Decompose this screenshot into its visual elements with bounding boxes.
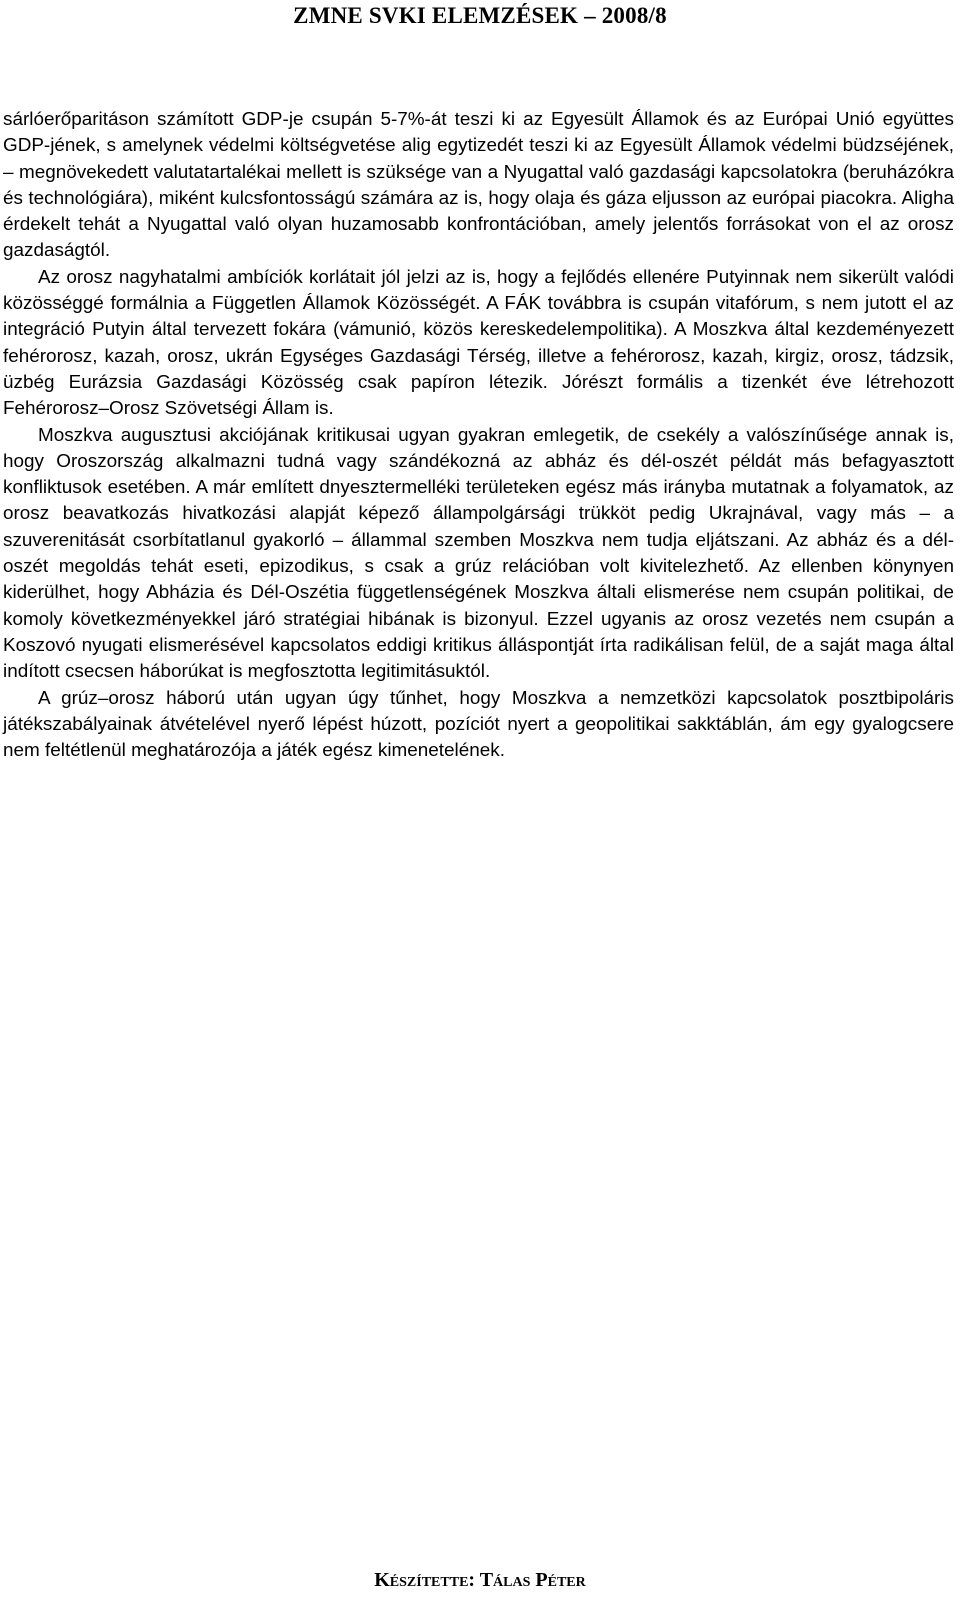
article-body — [3, 107, 954, 764]
paragraph-frozen-conflicts: Moszkva augusztusi akciójának kritikusai ugyan gyakran emlegetik, de csekély a valószínűsége annak is, hogy Oroszország alkalmazni tudná vagy szándékozná az abház és dél-oszét példát más befagyasztott konfliktusok esetében. A már említett dnyesztermelléki területeken egész más irányba mutatnak a folyamatok, az orosz beavatkozás hivatkozási alapját képező állampolgársági trükköt pedig Ukrajnával, vagy más – a szuverenitását csorbítatlanul gyakorló – állammal szemben Moszkva nem tudja eljátszani. Az abház és a dél-oszét megoldás tehát eseti, epizodikus, s csak a grúz relációban volt kivitelezhető. Az ellenben könynyen kiderülhet, hogy Abházia és Dél-Oszétia függetlenségének Moszkva általi elismerése nem csupán politikai, de komoly következményekkel járó stratégiai hibának is bizonyul. Ezzel ugyanis az orosz vezetés nem csupán a Koszovó nyugati elismerésével kapcsolatos eddigi kritikus álláspontját írta radikálisan felül, de a saját maga által indított csecsen háborúkat is megfosztotta legitimitásuktól. — [3, 424, 954, 683]
paragraph-conclusion: A grúz–orosz háború után ugyan úgy tűnhet, hogy Moszkva a nemzetközi kapcsolatok posztbipoláris játékszabályainak átvételével nyerő lépést húzott, pozíciót nyert a geopolitikai sakktáblán, ám egy gyalogcsere nem feltétlenül meghatározója a játék egész kimenetelének. — [3, 687, 954, 762]
author-footer: Készítette: Tálas Péter — [374, 1569, 586, 1591]
paragraph-gdp-comparison: sárlóerőparitáson számított GDP-je csupán 5-7%-át teszi ki az Egyesült Államok és az Európai Unió együttes GDP-jének, s amelynek védelmi költségvetése alig egytizedét teszi ki az Egyesült Államok védelmi büdzséjének, – megnövekedett valutatartalékai mellett is szüksége van a Nyugattal való gazdasági kapcsolatokra (beruházókra és technológiára), miként kulcsfontosságú számára az is, hogy olaja és gáza eljusson az európai piacokra. Aligha érdekelt tehát a Nyugattal való olyan huzamosabb konfrontációban, amely jelentős forrásokat von el az orosz gazdaságtól. — [3, 109, 954, 262]
page-header: ZMNE SVKI ELEMZÉSEK – 2008/8 — [293, 3, 667, 28]
paragraph-fak-limits: Az orosz nagyhatalmi ambíciók korlátait jól jelzi az is, hogy a fejlődés ellenére Putyinnak nem sikerült valódi közösséggé formálnia a Független Államok Közösségét. A FÁK továbbra is csupán vitafórum, s nem jutott el az integráció Putyin által tervezett fokára (vámunió, közös kereskedelempolitika). A Moszkva által kezdeményezett fehérorosz, kazah, orosz, ukrán Egységes Gazdasági Térség, illetve a fehérorosz, kazah, kirgiz, orosz, tádzsik, üzbég Eurázsia Gazdasági Közösség csak papíron létezik. Jórészt formális a tizenkét éve létrehozott Fehérorosz–Orosz Szövetségi Állam is. — [3, 266, 954, 420]
